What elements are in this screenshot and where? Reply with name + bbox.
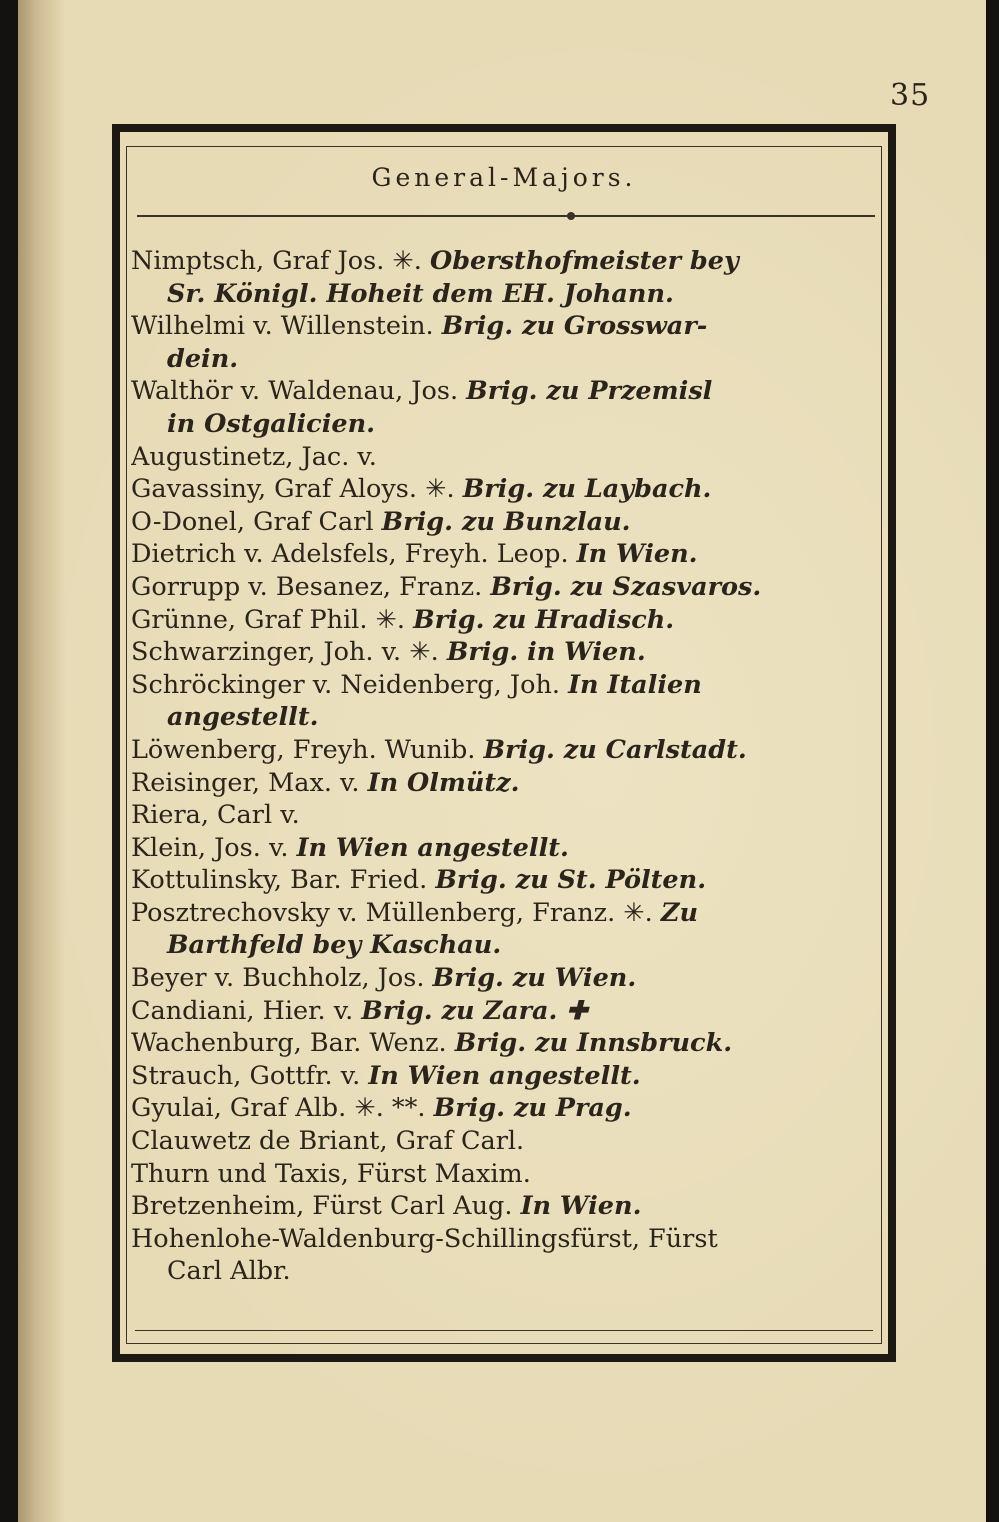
officer-name: Nimptsch, Graf Jos. ✳. [131,246,422,276]
officer-posting: In Wien. [576,539,698,570]
entry-first-line [131,1061,641,1091]
officer-entry [131,506,877,539]
entry-first-line [131,442,377,472]
officer-entry [131,799,877,832]
entry-first-line [131,507,631,537]
officer-name: Gyulai, Graf Alb. ✳. **. [131,1093,426,1124]
entry-first-line [131,1191,641,1221]
officer-name: Thurn und Taxis, Fürst Maxim. [131,1158,531,1189]
entry-first-line [131,963,636,993]
officer-entry [131,669,877,734]
entry-first-line [131,865,706,895]
entry-first-line [131,1028,732,1058]
officer-entry [131,962,877,995]
entry-first-line [131,637,646,667]
officer-entry [131,310,877,375]
officer-name: Grünne, Graf Phil. ✳. [131,604,406,635]
officer-name: Klein, Jos. v. [131,832,289,863]
officer-entry [131,473,877,506]
officer-name: Schröckinger v. Neidenberg, Joh. [131,669,560,700]
officer-entry [131,832,877,865]
officer-posting: Brig. zu Grosswar- [441,311,708,342]
officer-name: Gavassiny, Graf Aloys. ✳. [131,474,455,505]
officer-entry [131,1223,877,1288]
entry-continuation: Barthfeld bey Kaschau. [167,930,502,961]
officer-entry [131,1027,877,1060]
officer-entry [131,604,877,637]
officer-name: Wilhelmi v. Willenstein. [131,311,434,342]
officer-entry [131,571,877,604]
entry-first-line [131,1126,524,1156]
entry-first-line [131,800,300,830]
officer-entry [131,245,877,310]
officer-posting: In Wien angestellt. [368,1060,641,1091]
officer-entry [131,1158,877,1191]
heading-rule [137,215,875,217]
entry-first-line [131,1093,632,1123]
officer-name: Strauch, Gottfr. v. [131,1060,361,1091]
entry-first-line [131,539,698,569]
officer-name: Reisinger, Max. v. [131,767,360,798]
officer-posting: Brig. zu Bunzlau. [381,506,631,537]
officer-entry [131,864,877,897]
officer-posting: In Wien angestellt. [296,832,569,863]
officer-entry [131,1125,877,1158]
officer-name: Wachenburg, Bar. Wenz. [131,1028,447,1059]
officer-posting: Brig. zu Szasvaros. [490,571,762,602]
officer-name: Posztrechovsky v. Müllenberg, Franz. ✳. [131,897,653,928]
officer-entry [131,441,877,474]
officer-posting: Zu [660,897,699,928]
officer-posting: Brig. zu St. Pölten. [435,865,707,896]
officer-posting: Brig. zu Innsbruck. [454,1028,733,1059]
officer-posting: In Olmütz. [367,767,520,798]
officer-posting: In Wien. [520,1191,642,1222]
officer-posting: Brig. zu Przemisl [466,376,713,407]
entry-first-line [131,833,569,863]
inner-frame [126,146,882,1344]
officer-posting: Brig. zu Hradisch. [413,604,675,635]
officer-name: Clauwetz de Briant, Graf Carl. [131,1126,525,1157]
officer-entry [131,734,877,767]
section-heading: General-Majors. [371,163,637,192]
entry-first-line [131,670,702,700]
officer-entry [131,538,877,571]
officer-posting: Brig. zu Wien. [432,963,637,994]
entry-first-line [131,1224,718,1254]
officer-name: Riera, Carl v. [131,800,300,831]
entry-first-line [131,474,711,504]
officer-posting: Brig. zu Prag. [433,1093,632,1124]
entry-continuation: in Ostgalicien. [167,408,376,439]
officer-name: Schwarzinger, Joh. v. ✳. [131,637,439,668]
entry-first-line [131,1159,531,1189]
bottom-rule [135,1330,873,1332]
entry-first-line [131,898,698,928]
officer-name: Kottulinsky, Bar. Fried. [131,865,428,896]
entry-first-line [131,735,747,765]
entry-first-line [131,572,761,602]
entry-first-line [131,768,520,798]
officer-entry [131,1190,877,1223]
entry-continuation: angestellt. [167,702,319,733]
officer-entry [131,1060,877,1093]
officer-posting: Brig. in Wien. [446,637,646,668]
rule-ornament [567,212,575,220]
officer-name: Bretzenheim, Fürst Carl Aug. [131,1191,513,1222]
officer-entry [131,897,877,962]
officer-posting: Brig. zu Zara. ✚ [361,995,588,1026]
entry-continuation: dein. [167,343,239,374]
officer-name: O-Donel, Graf Carl [131,506,374,537]
officer-posting: Brig. zu Laybach. [462,474,712,505]
entry-first-line [131,376,712,406]
entry-first-line [131,605,674,635]
officer-name: Dietrich v. Adelsfels, Freyh. Leop. [131,539,569,570]
officer-list [131,245,877,1288]
officer-name: Gorrupp v. Besanez, Franz. [131,571,483,602]
entry-first-line [131,996,588,1026]
officer-name: Augustinetz, Jac. v. [131,441,377,472]
bordered-frame [112,124,896,1362]
officer-entry [131,767,877,800]
officer-name: Candiani, Hier. v. [131,995,354,1026]
entry-continuation: Sr. Königl. Hoheit dem EH. Johann. [167,278,674,309]
officer-posting: Obersthofmeister bey [429,246,739,276]
officer-entry [131,995,877,1028]
officer-name: Beyer v. Buchholz, Jos. [131,963,425,994]
entry-first-line [131,246,739,276]
officer-entry [131,1092,877,1125]
entry-continuation: Carl Albr. [167,1256,291,1287]
entry-first-line [131,311,707,341]
officer-posting: In Italien [568,669,702,700]
officer-entry [131,375,877,440]
page-number: 35 [890,78,931,113]
officer-posting: Brig. zu Carlstadt. [483,734,747,765]
officer-name: Walthör v. Waldenau, Jos. [131,376,459,407]
officer-entry [131,636,877,669]
book-page [18,0,986,1522]
officer-name: Hohenlohe-Waldenburg-Schillingsfürst, Fürst [131,1223,718,1254]
officer-name: Löwenberg, Freyh. Wunib. [131,734,476,765]
